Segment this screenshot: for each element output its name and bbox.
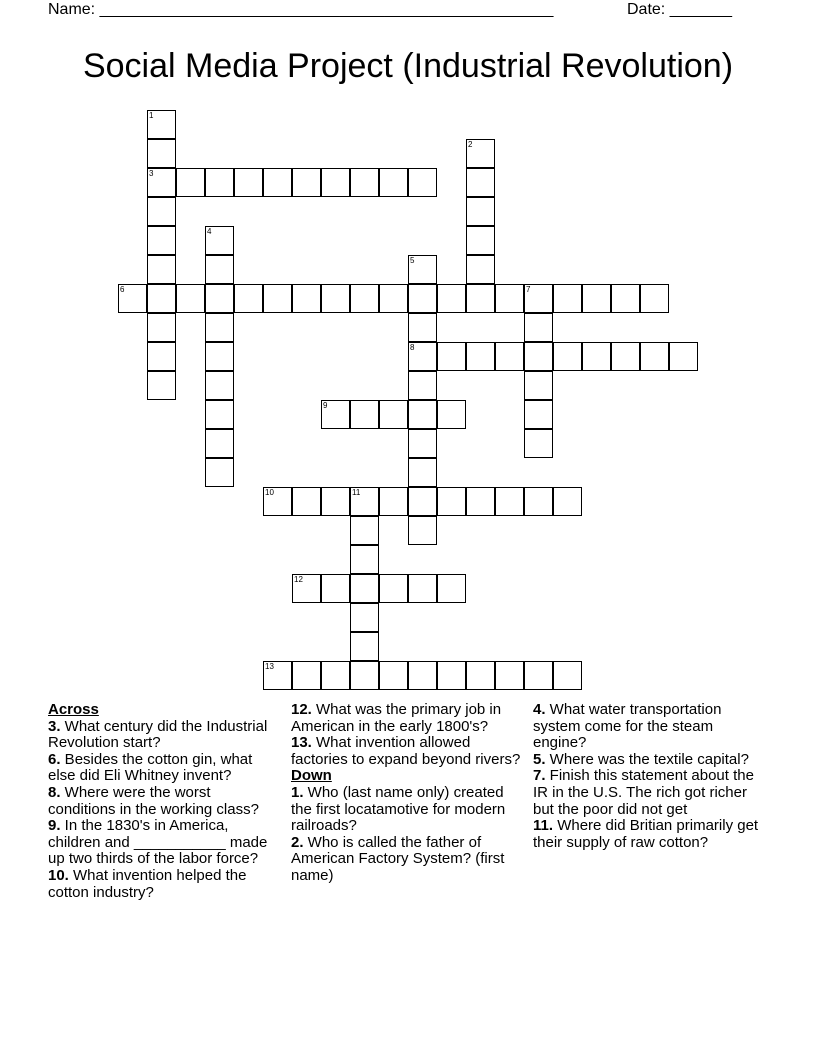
crossword-cell[interactable] [350,632,379,661]
crossword-cell[interactable] [321,284,350,313]
crossword-cell[interactable] [408,429,437,458]
crossword-cell[interactable] [147,168,176,197]
clue-across-13: 13. What invention allowed factories to expand beyond rivers? [291,734,521,768]
clue-number: 4 [207,227,212,236]
crossword-cell[interactable] [408,458,437,487]
clue-number: 6 [120,285,125,294]
clue-down-11: 11. Where did Britian primarily get their supply of raw cotton? [533,817,759,851]
crossword-cell[interactable] [205,226,234,255]
crossword-cell[interactable] [379,168,408,197]
crossword-cell[interactable] [234,284,263,313]
name-field: Name: ___________________________________________________ [48,1,554,18]
crossword-cell[interactable] [205,400,234,429]
crossword-cell[interactable] [553,487,582,516]
crossword-cell[interactable] [553,284,582,313]
crossword-cell[interactable] [495,487,524,516]
crossword-cell[interactable] [408,342,437,371]
clue-down-2: 2. Who is called the father of American Factory System? (first name) [291,833,505,884]
crossword-cell[interactable] [524,284,553,313]
clue-across-10: 10. What invention helped the cotton industry? [48,866,247,901]
crossword-cell[interactable] [263,284,292,313]
crossword-cell[interactable] [408,400,437,429]
crossword-cell[interactable] [379,487,408,516]
crossword-cell[interactable] [408,371,437,400]
clue-across-12: 12. What was the primary job in American in the early 1800's? [291,701,502,735]
crossword-cell[interactable] [292,574,321,603]
clue-down-4: 4. What water transportation system come for the steam engine? [533,701,722,752]
clues-column-2 [291,702,523,885]
clue-number: 9 [323,401,328,410]
crossword-cell[interactable] [205,255,234,284]
crossword-cell[interactable] [524,400,553,429]
crossword-cell[interactable] [466,255,495,284]
crossword-cell[interactable] [640,284,669,313]
crossword-cell[interactable] [350,661,379,690]
crossword-cell[interactable] [205,168,234,197]
clue-number: 3 [149,169,154,178]
crossword-cell[interactable] [147,342,176,371]
clue-number: 13 [265,662,274,671]
crossword-cell[interactable] [466,342,495,371]
crossword-cell[interactable] [408,168,437,197]
clue-across-8: 8. Where were the worst conditions in the working class? [48,783,259,818]
clue-number: 10 [265,488,274,497]
crossword-cell[interactable] [495,342,524,371]
crossword-cell[interactable] [205,458,234,487]
crossword-cell[interactable] [205,371,234,400]
crossword-cell[interactable] [437,487,466,516]
crossword-cell[interactable] [147,255,176,284]
crossword-cell[interactable] [205,284,234,313]
clue-number: 5 [410,256,415,265]
crossword-cell[interactable] [205,429,234,458]
crossword-cell[interactable] [408,661,437,690]
clues-column-1 [48,702,274,901]
crossword-cell[interactable] [640,342,669,371]
crossword-cell[interactable] [350,487,379,516]
crossword-cell[interactable] [147,139,176,168]
crossword-cell[interactable] [350,574,379,603]
date-field: Date: _______ [627,1,732,18]
crossword-cell[interactable] [379,661,408,690]
crossword-cell[interactable] [292,284,321,313]
crossword-cell[interactable] [466,661,495,690]
crossword-cell[interactable] [437,574,466,603]
crossword-cell[interactable] [466,139,495,168]
clue-number: 1 [149,111,154,120]
clue-number: 7 [526,285,531,294]
crossword-cell[interactable] [205,342,234,371]
clue-number: 2 [468,140,473,149]
crossword-cell[interactable] [234,168,263,197]
clue-down-7: 7. Finish this statement about the IR in the U.S. The rich got richer but the poor did not get [533,767,754,818]
crossword-cell[interactable] [379,574,408,603]
crossword-cell[interactable] [437,342,466,371]
crossword-cell[interactable] [408,574,437,603]
crossword-cell[interactable] [379,400,408,429]
crossword-cell[interactable] [611,284,640,313]
crossword-cell[interactable] [263,168,292,197]
crossword-cell[interactable] [524,429,553,458]
crossword-cell[interactable] [524,661,553,690]
crossword-cell[interactable] [408,313,437,342]
crossword-cell[interactable] [408,284,437,313]
crossword-cell[interactable] [408,255,437,284]
crossword-cell[interactable] [495,661,524,690]
crossword-cell[interactable] [147,110,176,139]
across-heading: Across [48,701,99,718]
crossword-cell[interactable] [611,342,640,371]
crossword-cell[interactable] [582,284,611,313]
clue-down-1: 1. Who (last name only) created the first locatamotive for modern railroads? [291,783,506,835]
crossword-cell[interactable] [350,545,379,574]
crossword-cell[interactable] [292,168,321,197]
crossword-cell[interactable] [524,371,553,400]
clue-number: 11 [352,488,361,497]
clue-across-9: 9. In the 1830's in America, children and ___________ made up two thirds of the labor force? [48,817,268,868]
crossword-cell[interactable] [147,226,176,255]
crossword-cell[interactable] [379,284,408,313]
crossword-cell[interactable] [147,197,176,226]
crossword-cell[interactable] [147,371,176,400]
crossword-cell[interactable] [350,168,379,197]
crossword-cell[interactable] [321,487,350,516]
crossword-cell[interactable] [582,342,611,371]
crossword-cell[interactable] [321,168,350,197]
clue-across-6: 6. Besides the cotton gin, what else did Eli Whitney invent? [48,750,253,785]
crossword-cell[interactable] [292,487,321,516]
crossword-cell[interactable] [524,342,553,371]
crossword-cell[interactable] [321,400,350,429]
crossword-cell[interactable] [408,487,437,516]
crossword-cell[interactable] [466,197,495,226]
crossword-cell[interactable] [437,661,466,690]
crossword-cell[interactable] [147,313,176,342]
crossword-cell[interactable] [350,284,379,313]
crossword-cell[interactable] [466,487,495,516]
crossword-cell[interactable] [408,516,437,545]
crossword-cell[interactable] [553,661,582,690]
clue-across-3: 3. What century did the Industrial Revolution start? [48,717,268,752]
crossword-cell[interactable] [437,400,466,429]
crossword-cell[interactable] [466,226,495,255]
clue-down-5: 5. Where was the textile capital? [533,750,749,768]
crossword-cell[interactable] [669,342,698,371]
crossword-cell[interactable] [263,661,292,690]
clue-number: 8 [410,343,415,352]
crossword-cell[interactable] [321,574,350,603]
clues-column-3 [533,702,769,851]
crossword-cell[interactable] [176,284,205,313]
crossword-cell[interactable] [321,661,350,690]
crossword-cell[interactable] [263,487,292,516]
crossword-cell[interactable] [553,342,582,371]
crossword-cell[interactable] [292,661,321,690]
crossword-cell[interactable] [437,284,466,313]
crossword-cell[interactable] [495,284,524,313]
crossword-cell[interactable] [524,487,553,516]
crossword-cell[interactable] [350,516,379,545]
crossword-cell[interactable] [524,313,553,342]
down-heading: Down [291,767,332,785]
crossword-cell[interactable] [205,313,234,342]
crossword-cell[interactable] [176,168,205,197]
crossword-cell[interactable] [466,168,495,197]
crossword-cell[interactable] [466,284,495,313]
crossword-cell[interactable] [147,284,176,313]
crossword-cell[interactable] [118,284,147,313]
page-title: Social Media Project (Industrial Revolution) [82,47,734,85]
clue-number: 12 [294,575,303,584]
crossword-cell[interactable] [350,603,379,632]
crossword-cell[interactable] [350,400,379,429]
